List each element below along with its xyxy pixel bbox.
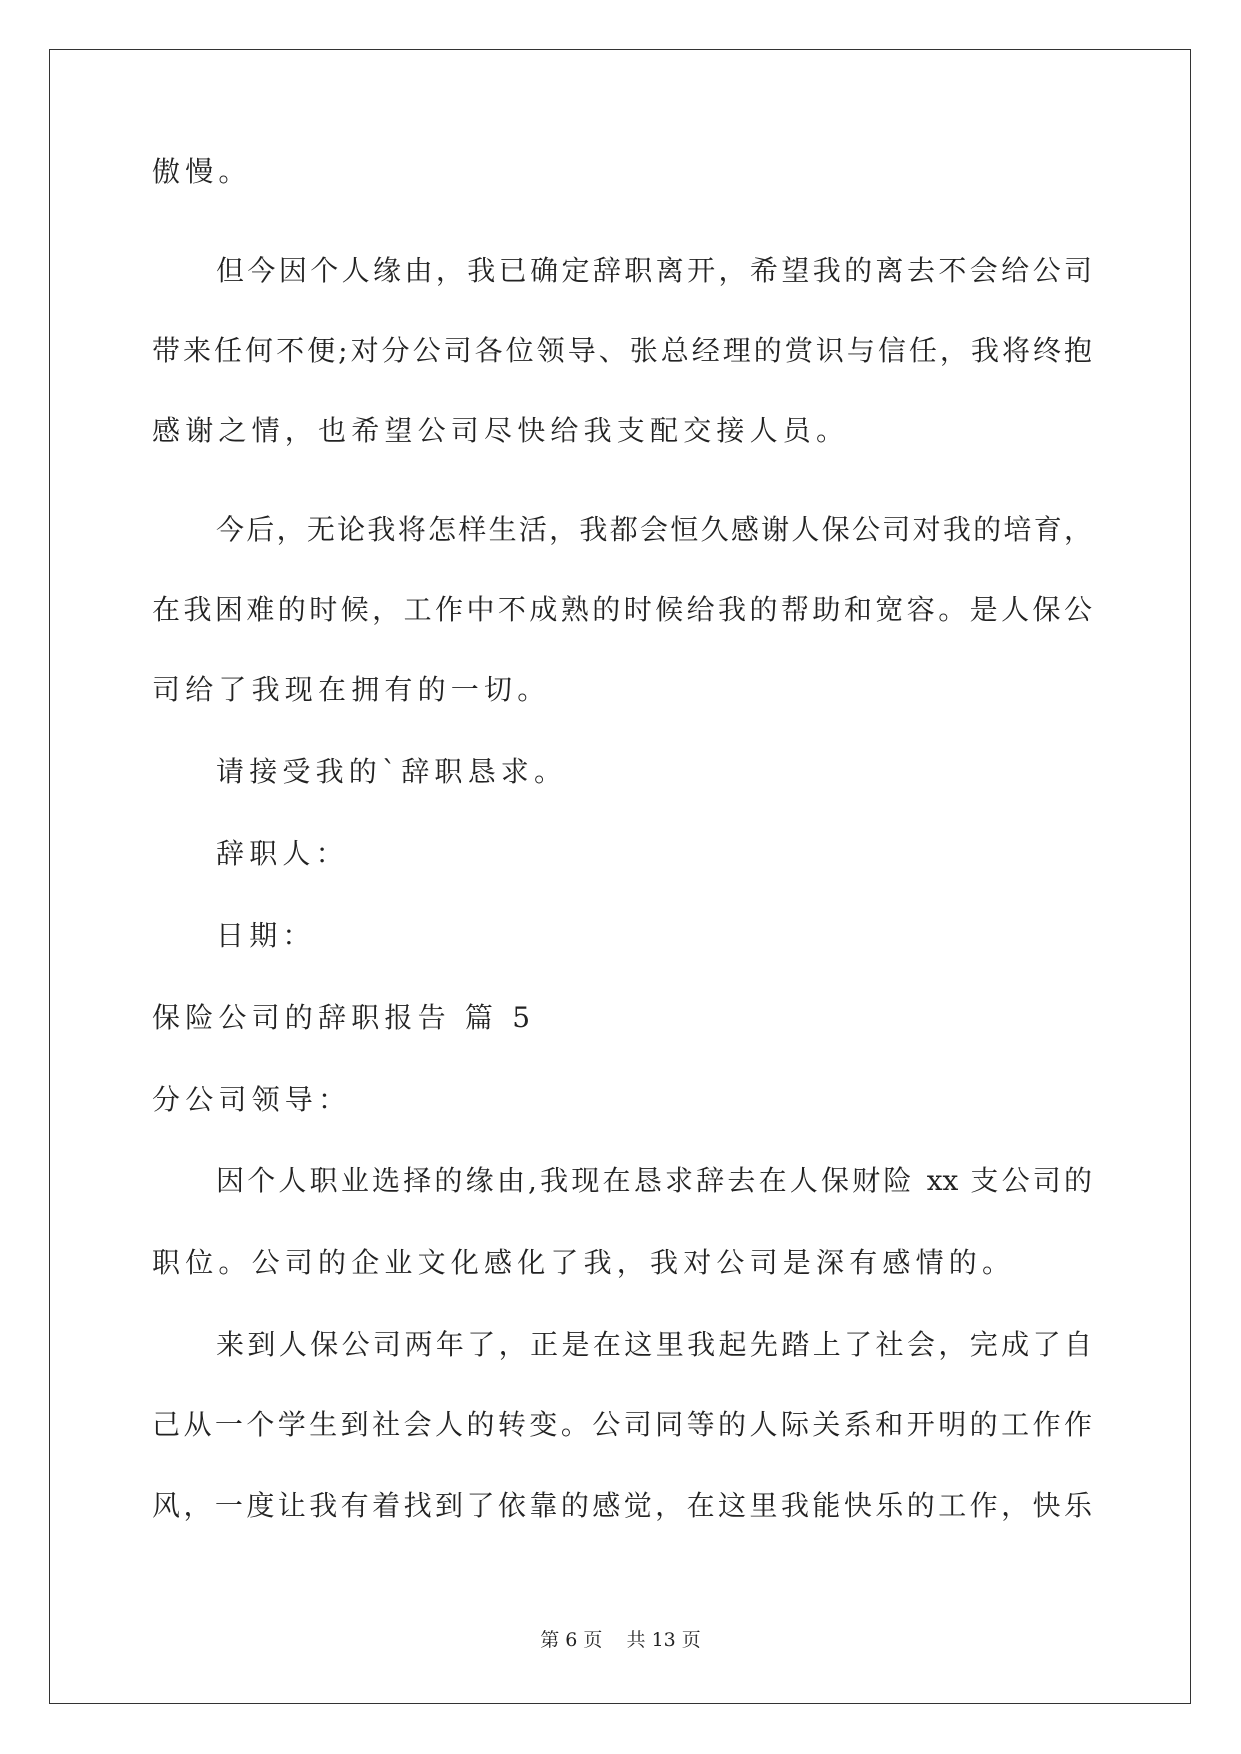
paragraph-line: 在我困难的时候，工作中不成熟的时候给我的帮助和宽容。是人保公: [152, 593, 1092, 626]
paragraph-line: 请接受我的`辞职恳求。: [216, 755, 568, 788]
paragraph-line: 今后，无论我将怎样生活，我都会恒久感谢人保公司对我的培育，: [216, 513, 1092, 546]
page-footer: [0, 1628, 1241, 1652]
paragraph-line: 因个人职业选择的缘由,我现在恳求辞去在人保财险 xx 支公司的: [216, 1164, 1092, 1197]
paragraph-line: 带来任何不便;对分公司各位领导、张总经理的赏识与信任，我将终抱: [152, 334, 1092, 367]
salutation: 分公司领导：: [152, 1083, 352, 1116]
paragraph-line: 感谢之情，也希望公司尽快给我支配交接人员。: [152, 414, 850, 447]
date-label: 日期：: [216, 919, 316, 952]
paragraph-line: 来到人保公司两年了，正是在这里我起先踏上了社会，完成了自: [216, 1328, 1092, 1361]
page-number: 第 6 页: [540, 1629, 603, 1651]
paragraph-line: 职位。公司的企业文化感化了我，我对公司是深有感情的。: [152, 1246, 1016, 1279]
page-border: [49, 49, 1191, 1704]
section-heading: 保险公司的辞职报告 篇 5: [152, 1001, 536, 1034]
paragraph-line: 傲慢。: [152, 155, 252, 188]
paragraph-line: 风，一度让我有着找到了依靠的感觉，在这里我能快乐的工作，快乐: [152, 1489, 1092, 1522]
page-total: 共 13 页: [626, 1629, 701, 1651]
paragraph-line: 己从一个学生到社会人的转变。公司同等的人际关系和开明的工作作: [152, 1408, 1092, 1441]
paragraph-line: 但今因个人缘由，我已确定辞职离开，希望我的离去不会给公司: [216, 254, 1092, 287]
paragraph-line: 司给了我现在拥有的一切。: [152, 673, 551, 706]
signer-label: 辞职人：: [216, 837, 349, 870]
